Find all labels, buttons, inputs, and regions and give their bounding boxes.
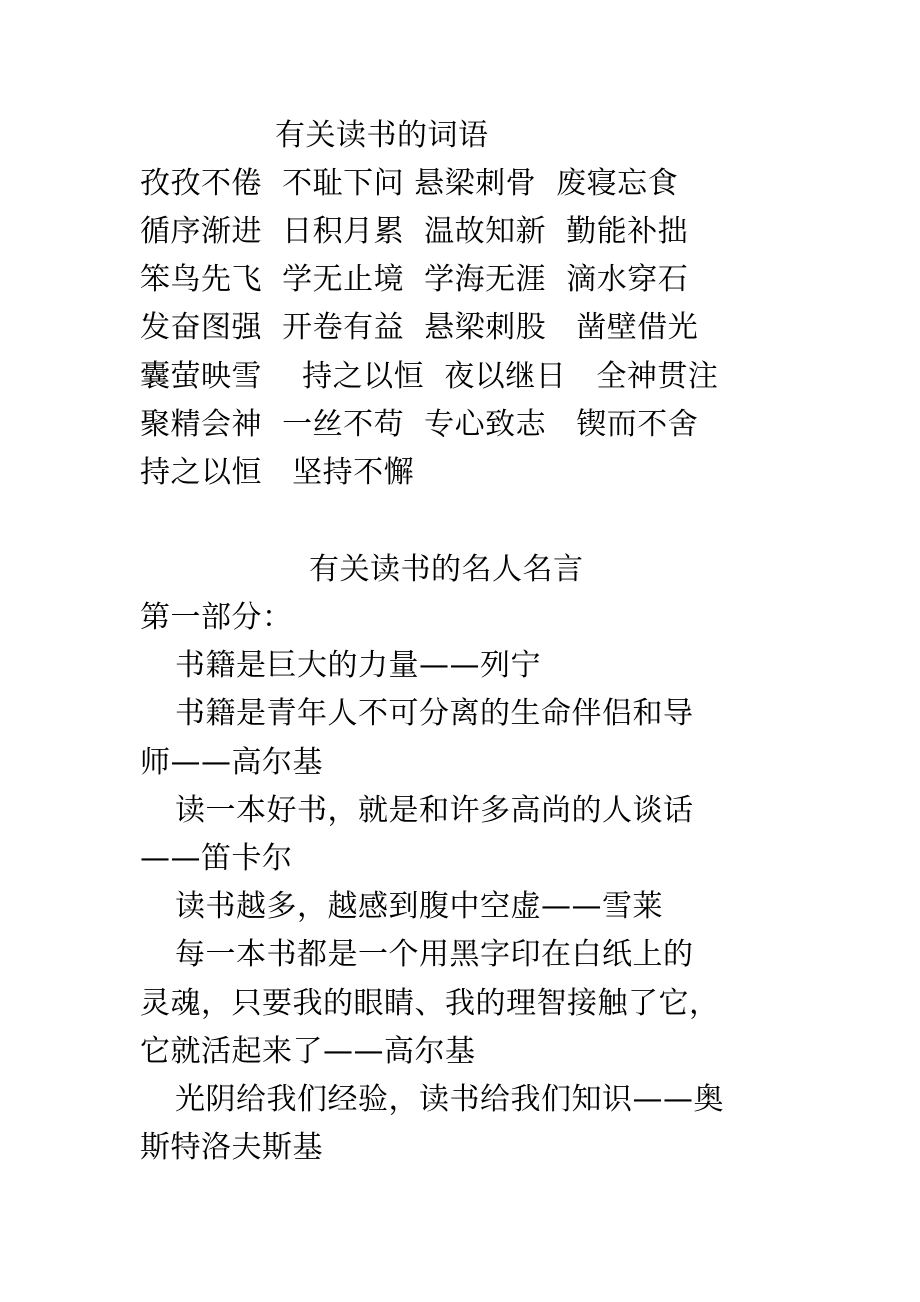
section-heading: 第一部分： bbox=[140, 600, 293, 635]
quote-line: ——笛卡尔 bbox=[140, 841, 293, 876]
vocab-title: 有关读书的词语 bbox=[275, 118, 489, 153]
quotes-title: 有关读书的名人名言 bbox=[309, 552, 584, 587]
quote-line: 光阴给我们经验，读书给我们知识——奥 bbox=[175, 1082, 724, 1117]
quote-line: 书籍是巨大的力量——列宁 bbox=[175, 648, 541, 683]
vocab-line: 持之以恒 坚持不懈 bbox=[140, 455, 415, 490]
vocab-line: 循序渐进 日积月累 温故知新 勤能补拙 bbox=[140, 214, 689, 249]
vocab-line: 发奋图强 开卷有益 悬梁刺股 凿壁借光 bbox=[140, 310, 699, 345]
quote-line: 它就活起来了——高尔基 bbox=[140, 1034, 476, 1069]
quote-line: 灵魂，只要我的眼睛、我的理智接触了它， bbox=[140, 986, 720, 1021]
quote-line: 斯特洛夫斯基 bbox=[140, 1130, 323, 1165]
quote-line: 书籍是青年人不可分离的生命伴侣和导 bbox=[175, 696, 694, 731]
vocab-line: 孜孜不倦 不耻下问 悬梁刺骨 废寝忘食 bbox=[140, 166, 679, 201]
vocab-line: 囊萤映雪 持之以恒 夜以继日 全神贯注 bbox=[140, 359, 719, 394]
vocab-line: 聚精会神 一丝不苟 专心致志 锲而不舍 bbox=[140, 407, 699, 442]
quote-line: 读书越多，越感到腹中空虚——雪莱 bbox=[175, 889, 663, 924]
quote-line: 师——高尔基 bbox=[140, 745, 323, 780]
quote-line: 读一本好书，就是和许多高尚的人谈话 bbox=[175, 793, 694, 828]
vocab-line: 笨鸟先飞 学无止境 学海无涯 滴水穿石 bbox=[140, 262, 689, 297]
quote-line: 每一本书都是一个用黑字印在白纸上的 bbox=[175, 937, 694, 972]
